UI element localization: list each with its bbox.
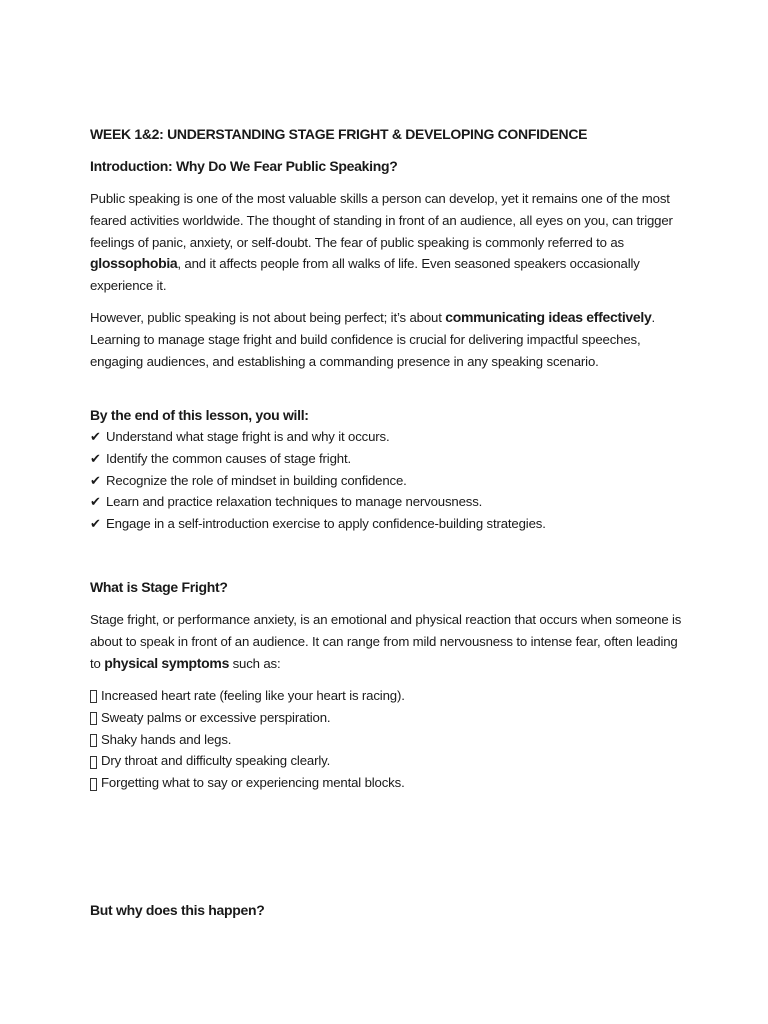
objective-item	[90, 426, 690, 448]
check-icon: ✔	[90, 494, 101, 510]
objective-item	[90, 491, 690, 513]
missing-glyph-box-icon	[90, 778, 97, 791]
missing-glyph-box-icon	[90, 712, 97, 725]
objectives-list	[90, 426, 690, 535]
symptoms-list	[90, 685, 690, 794]
objectives-heading: By the end of this lesson, you will:	[90, 407, 309, 423]
objective-item	[90, 470, 690, 492]
symptom-text: Shaky hands and legs.	[101, 731, 232, 747]
check-icon: ✔	[90, 516, 101, 532]
objective-text: Understand what stage fright is and why it occurs.	[106, 429, 390, 444]
symptom-item	[90, 750, 690, 772]
however-paragraph-text-1: However, public speaking is not about being perfect; it’s about	[90, 310, 446, 325]
stage-fright-paragraph	[90, 609, 690, 674]
document-title: WEEK 1&2: UNDERSTANDING STAGE FRIGHT & DEVELOPING CONFIDENCE	[90, 126, 588, 142]
symptom-item	[90, 685, 690, 707]
symptom-item	[90, 729, 690, 751]
physical-symptoms-term: physical symptoms	[104, 654, 230, 671]
symptom-text: Sweaty palms or excessive perspiration.	[101, 709, 331, 725]
intro-paragraph-text-2: , and it affects people from all walks of life. Even seasoned speakers occasionally experience it.	[90, 256, 640, 294]
check-icon: ✔	[90, 472, 101, 488]
objective-text: Identify the common causes of stage fright.	[106, 450, 351, 466]
check-icon: ✔	[90, 450, 101, 466]
objective-text: Recognize the role of mindset in building confidence.	[106, 472, 407, 488]
missing-glyph-box-icon	[90, 734, 97, 747]
symptom-text: Dry throat and difficulty speaking clearly.	[101, 753, 331, 769]
objective-item	[90, 448, 690, 470]
stage-fright-paragraph-text-2: such as:	[229, 655, 281, 671]
intro-paragraph	[90, 188, 690, 297]
symptom-item	[90, 707, 690, 729]
intro-heading: Introduction: Why Do We Fear Public Speaking?	[90, 158, 398, 174]
stage-fright-heading: What is Stage Fright?	[90, 579, 228, 595]
however-paragraph-text-2: . Learning to manage stage fright and build confidence is crucial for delivering impactful speeches, engaging audiences, and establishing a commanding presence in any speaking scenario.	[90, 310, 655, 369]
symptom-text: Increased heart rate (feeling like your heart is racing).	[101, 688, 405, 703]
missing-glyph-box-icon	[90, 690, 97, 703]
missing-glyph-box-icon	[90, 756, 97, 769]
why-heading: But why does this happen?	[90, 902, 265, 918]
however-paragraph	[90, 307, 690, 372]
glossophobia-term: glossophobia	[90, 255, 178, 272]
objective-item	[90, 513, 690, 535]
communicating-ideas-term: communicating ideas effectively	[445, 309, 652, 325]
objective-text: Learn and practice relaxation techniques to manage nervousness.	[106, 494, 483, 510]
intro-paragraph-text-1: Public speaking is one of the most valuable skills a person can develop, yet it remains one of the most feared activities worldwide. The thought of standing in front of an audience, all eyes on you, can trigger feelings of panic, anxiety, or self-doubt. The fear of public speaking is commonly referred to as	[90, 191, 673, 250]
document-page	[90, 0, 690, 1024]
symptom-text: Forgetting what to say or experiencing mental blocks.	[101, 775, 405, 791]
symptom-item	[90, 772, 690, 794]
check-icon: ✔	[90, 429, 101, 444]
objective-text: Engage in a self-introduction exercise to apply confidence-building strategies.	[106, 516, 546, 532]
stage-fright-paragraph-text-1: Stage fright, or performance anxiety, is an emotional and physical reaction that occurs when someone is about to speak in front of an audience. It can range from mild nervousness to intense fear, often leading to	[90, 612, 682, 671]
